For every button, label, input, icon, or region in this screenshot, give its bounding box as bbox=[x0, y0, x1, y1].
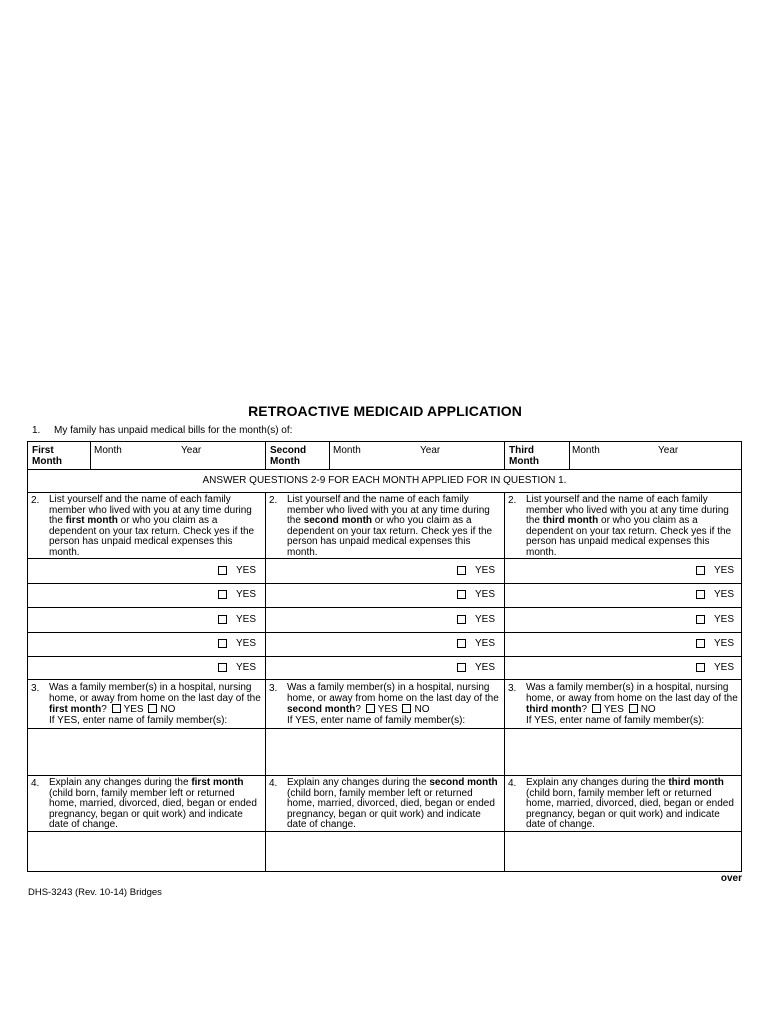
checkbox-icon[interactable] bbox=[629, 704, 638, 713]
q3-text-pre: Was a family member(s) in a hospital, nursing home, or away from home on the last day of the bbox=[526, 682, 738, 704]
checkbox-icon[interactable] bbox=[218, 639, 227, 648]
q4-text-pre: Explain any changes during the bbox=[526, 777, 669, 788]
third-month-label bbox=[505, 442, 570, 470]
instructions-banner: ANSWER QUESTIONS 2-9 FOR EACH MONTH APPLIED FOR IN QUESTION 1. bbox=[202, 475, 567, 486]
q3-yes-label: YES bbox=[603, 704, 624, 715]
q4-text-post: (child born, family member left or returned home, married, divorced, died, began or ended pregnancy, began or quit work) and indicate date of change. bbox=[49, 787, 257, 830]
checkbox-icon[interactable] bbox=[148, 704, 157, 713]
yes-option[interactable] bbox=[457, 589, 495, 600]
yes-option[interactable] bbox=[696, 565, 734, 576]
checkbox-icon[interactable] bbox=[218, 615, 227, 624]
q3-question-mark: ? bbox=[355, 704, 361, 715]
q4-number: 4. bbox=[31, 778, 40, 789]
checkbox-icon[interactable] bbox=[366, 704, 375, 713]
q3-number: 3. bbox=[31, 683, 40, 694]
yes-label: YES bbox=[475, 638, 496, 649]
q3-yes-label: YES bbox=[123, 704, 144, 715]
q2-text-pre: List yourself and the name of each family member who lived with you at any time during the bbox=[287, 494, 490, 526]
q3-no-label: NO bbox=[640, 704, 656, 715]
q3-yes-label: YES bbox=[377, 704, 398, 715]
yes-label: YES bbox=[714, 565, 735, 576]
yes-option[interactable] bbox=[457, 614, 495, 625]
yes-label: YES bbox=[236, 565, 257, 576]
third-month-month-field[interactable]: Month bbox=[572, 445, 600, 456]
yes-option[interactable] bbox=[696, 662, 734, 673]
over-label: over bbox=[720, 873, 742, 884]
third-month-year-field[interactable]: Year bbox=[658, 445, 679, 456]
first-month-label-line1: First bbox=[32, 445, 54, 456]
q4-ordinal: third month bbox=[668, 777, 724, 788]
yes-option[interactable] bbox=[218, 614, 256, 625]
q2-text-post: or who you claim as a dependent on your tax return. Check yes if the person has unpaid medical expenses this month. bbox=[287, 515, 493, 558]
q4-ordinal: first month bbox=[191, 777, 244, 788]
second-month-label-line1: Second bbox=[270, 445, 307, 456]
yes-option[interactable] bbox=[457, 565, 495, 576]
yes-label: YES bbox=[236, 638, 257, 649]
q3-text-post: If YES, enter name of family member(s): bbox=[526, 714, 705, 726]
checkbox-icon[interactable] bbox=[112, 704, 121, 713]
form-footer: DHS-3243 (Rev. 10-14) Bridges bbox=[28, 887, 162, 898]
checkbox-icon[interactable] bbox=[696, 615, 705, 624]
retro-form-table bbox=[27, 441, 742, 872]
q2-text-post: or who you claim as a dependent on your tax return. Check yes if the person has unpaid medical expenses this month. bbox=[526, 515, 732, 558]
checkbox-icon[interactable] bbox=[457, 566, 466, 575]
yes-label: YES bbox=[714, 589, 735, 600]
q2-number: 2. bbox=[508, 495, 517, 506]
yes-option[interactable] bbox=[457, 662, 495, 673]
q2-number: 2. bbox=[31, 495, 40, 506]
q2-ordinal: third month bbox=[542, 515, 599, 526]
checkbox-icon[interactable] bbox=[402, 704, 411, 713]
q3-no-label: NO bbox=[160, 704, 176, 715]
q3-ordinal: first month bbox=[49, 704, 102, 715]
checkbox-icon[interactable] bbox=[218, 566, 227, 575]
first-month-year-field[interactable]: Year bbox=[181, 445, 202, 456]
checkbox-icon[interactable] bbox=[696, 590, 705, 599]
q2-ordinal: second month bbox=[303, 515, 373, 526]
yes-label: YES bbox=[475, 589, 496, 600]
q3-question-mark: ? bbox=[101, 704, 107, 715]
q2-ordinal: first month bbox=[65, 515, 118, 526]
first-month-month-field[interactable]: Month bbox=[94, 445, 122, 456]
yes-label: YES bbox=[236, 589, 257, 600]
q4-text-second bbox=[287, 778, 501, 831]
checkbox-icon[interactable] bbox=[696, 663, 705, 672]
checkbox-icon[interactable] bbox=[218, 590, 227, 599]
yes-label: YES bbox=[236, 662, 257, 673]
yes-label: YES bbox=[714, 614, 735, 625]
q3-ordinal: third month bbox=[526, 704, 582, 715]
first-month-label-line2: Month bbox=[32, 456, 62, 467]
checkbox-icon[interactable] bbox=[696, 566, 705, 575]
q3-no-label: NO bbox=[414, 704, 430, 715]
checkbox-icon[interactable] bbox=[457, 639, 466, 648]
yes-option[interactable] bbox=[218, 662, 256, 673]
q3-text-second bbox=[287, 683, 501, 726]
q4-text-post: (child born, family member left or returned home, married, divorced, died, began or ended pregnancy, began or quit work) and indicate date of change. bbox=[526, 787, 734, 830]
question-1-number: 1. bbox=[32, 425, 41, 436]
q3-text-pre: Was a family member(s) in a hospital, nursing home, or away from home on the last day of the bbox=[49, 682, 261, 704]
q3-text-pre: Was a family member(s) in a hospital, nursing home, or away from home on the last day of the bbox=[287, 682, 499, 704]
yes-option[interactable] bbox=[218, 589, 256, 600]
yes-label: YES bbox=[475, 662, 496, 673]
q2-text-second bbox=[287, 495, 501, 558]
q4-number: 4. bbox=[508, 778, 517, 789]
q4-text-first bbox=[49, 778, 263, 831]
q3-ordinal: second month bbox=[287, 704, 356, 715]
form-title: RETROACTIVE MEDICAID APPLICATION bbox=[248, 403, 522, 419]
checkbox-icon[interactable] bbox=[457, 663, 466, 672]
yes-option[interactable] bbox=[696, 638, 734, 649]
checkbox-icon[interactable] bbox=[457, 590, 466, 599]
q3-text-third bbox=[526, 683, 740, 726]
question-1 bbox=[32, 425, 292, 436]
q2-text-first bbox=[49, 495, 261, 558]
yes-label: YES bbox=[714, 662, 735, 673]
q4-ordinal: second month bbox=[429, 777, 498, 788]
yes-option[interactable] bbox=[696, 614, 734, 625]
q4-text-pre: Explain any changes during the bbox=[287, 777, 430, 788]
q3-number: 3. bbox=[269, 683, 278, 694]
yes-label: YES bbox=[714, 638, 735, 649]
q4-text-pre: Explain any changes during the bbox=[49, 777, 192, 788]
q4-text-third bbox=[526, 778, 740, 831]
checkbox-icon[interactable] bbox=[592, 704, 601, 713]
q4-text-post: (child born, family member left or returned home, married, divorced, died, began or ended pregnancy, began or quit work) and indicate date of change. bbox=[287, 787, 495, 830]
q3-question-mark: ? bbox=[581, 704, 588, 715]
yes-label: YES bbox=[475, 565, 496, 576]
yes-option[interactable] bbox=[457, 638, 495, 649]
first-month-label bbox=[28, 442, 91, 470]
second-month-label-line2: Month bbox=[270, 456, 300, 467]
q3-number: 3. bbox=[508, 683, 517, 694]
q2-text-third bbox=[526, 495, 740, 558]
q2-text-pre: List yourself and the name of each family member who lived with you at any time during the bbox=[526, 494, 729, 526]
third-month-label-line2: Month bbox=[509, 456, 539, 467]
q2-text-post: or who you claim as a dependent on your tax return. Check yes if the person has unpaid medical expenses this month. bbox=[49, 515, 255, 558]
q3-text-post: If YES, enter name of family member(s): bbox=[49, 714, 228, 726]
q4-number: 4. bbox=[269, 778, 278, 789]
yes-option[interactable] bbox=[218, 565, 256, 576]
q2-text-pre: List yourself and the name of each family member who lived with you at any time during the bbox=[49, 494, 252, 526]
second-month-year-field[interactable]: Year bbox=[420, 445, 441, 456]
checkbox-icon[interactable] bbox=[218, 663, 227, 672]
yes-option[interactable] bbox=[218, 638, 256, 649]
yes-label: YES bbox=[475, 614, 496, 625]
q2-number: 2. bbox=[269, 495, 278, 506]
yes-label: YES bbox=[236, 614, 257, 625]
question-1-text: My family has unpaid medical bills for the month(s) of: bbox=[54, 425, 293, 436]
q3-text-post: If YES, enter name of family member(s): bbox=[287, 714, 466, 726]
checkbox-icon[interactable] bbox=[696, 639, 705, 648]
checkbox-icon[interactable] bbox=[457, 615, 466, 624]
second-month-month-field[interactable]: Month bbox=[333, 445, 361, 456]
yes-option[interactable] bbox=[696, 589, 734, 600]
q3-text-first bbox=[49, 683, 263, 726]
second-month-label bbox=[266, 442, 330, 470]
third-month-label-line1: Third bbox=[509, 445, 534, 456]
